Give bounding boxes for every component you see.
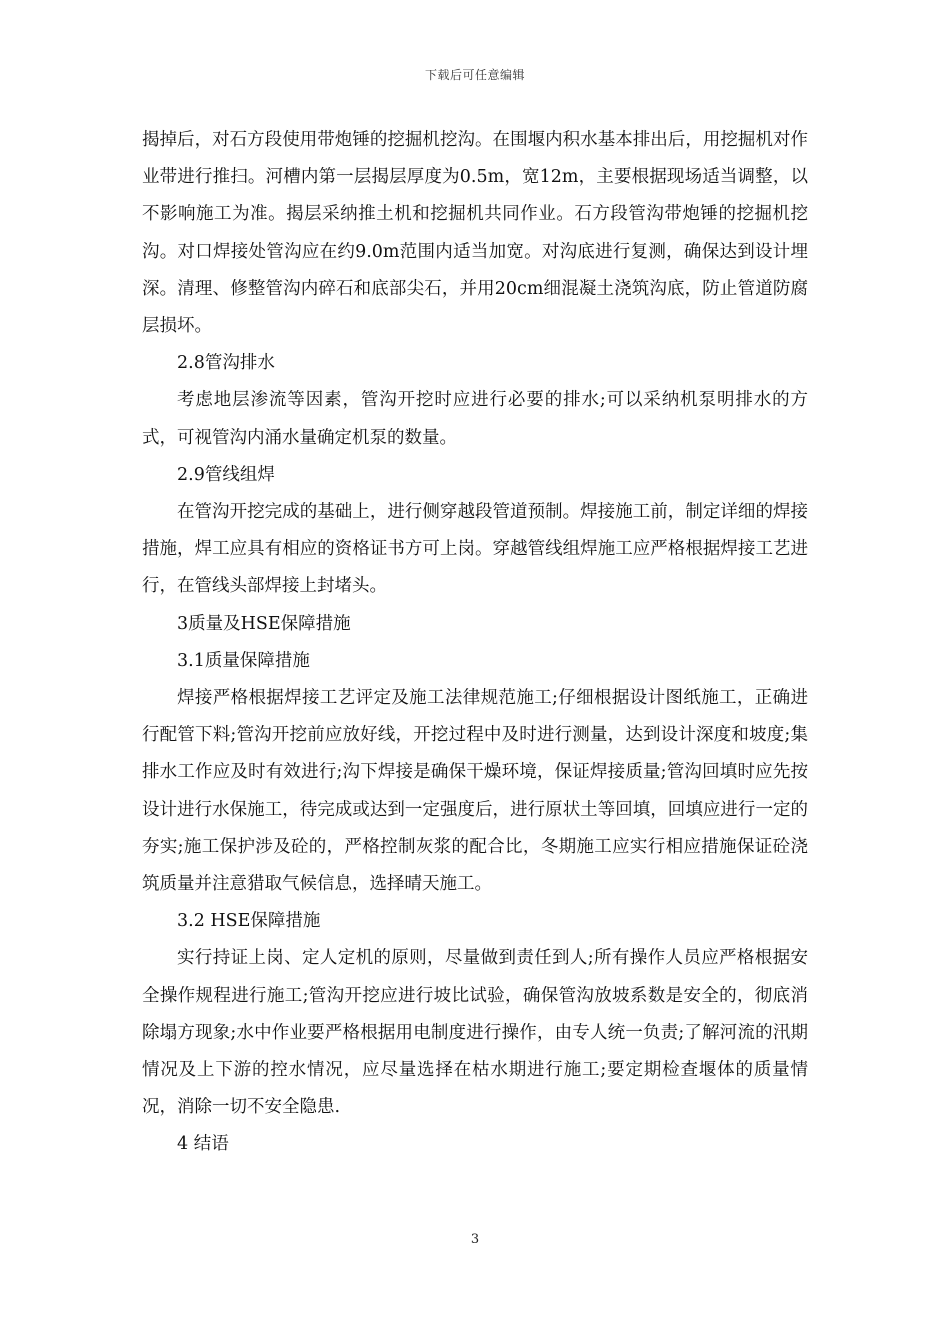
page-number: 3: [470, 1232, 480, 1247]
section-heading-3-1: 3.1质量保障措施: [177, 650, 310, 671]
section-heading-3: 3质量及HSE保障措施: [177, 613, 351, 634]
section-heading-2-9: 2.9管线组焊: [177, 464, 275, 485]
page-header: 下载后可任意编辑: [424, 68, 525, 82]
section-heading-4: 4 结语: [177, 1134, 229, 1155]
paragraph-trench-excavation: 揭掉后，对石方段使用带炮锤的挖掘机挖沟。在围堰内积水基本排出后，用挖掘机对作业带进行推扫。河槽内第一层揭层厚度为0.5m，宽12m，主要根据现场适当调整，以不影响施工为准。揭层采纳推土机和挖掘机共同作业。石方段管沟带炮锤的挖掘机挖沟。对口焊接处管沟应在约9.0m范围内适当加宽。对沟底进行复测，确保达到设计埋深。清理、修整管沟内碎石和底部尖石，并用20cm细混凝土浇筑沟底，防止管道防腐层损坏。: [142, 130, 808, 337]
paragraph-hse-measures: 实行持证上岗、定人定机的原则，尽量做到责任到人;所有操作人员应严格根据安全操作规程进行施工;管沟开挖应进行坡比试验，确保管沟放坡系数是安全的，彻底消除塌方现象;水中作业要严格根据用电制度进行操作，由专人统一负责;了解河流的汛期情况及上下游的控水情况，应尽量选择在枯水期进行施工;要定期检查堰体的质量情况，消除一切不安全隐患.: [142, 948, 808, 1118]
paragraph-quality-measures: 焊接严格根据焊接工艺评定及施工法律规范施工;仔细根据设计图纸施工，正确进行配管下料;管沟开挖前应放好线，开挖过程中及时进行测量，达到设计深度和坡度;集排水工作应及时有效进行;沟下焊接是确保干燥环境，保证焊接质量;管沟回填时应先按设计进行水保施工，待完成或达到一定强度后，进行原状土等回填，回填应进行一定的夯实;施工保护涉及砼的，严格控制灰浆的配合比，冬期施工应实行相应措施保证砼浇筑质量并注意猎取气候信息，选择晴天施工。: [142, 688, 808, 895]
section-heading-2-8: 2.8管沟排水: [177, 353, 275, 374]
paragraph-welding: 在管沟开挖完成的基础上，进行侧穿越段管道预制。焊接施工前，制定详细的焊接措施，焊工应具有相应的资格证书方可上岗。穿越管线组焊施工应严格根据焊接工艺进行，在管线头部焊接上封堵头。: [142, 502, 808, 597]
section-heading-3-2: 3.2 HSE保障措施: [177, 911, 321, 932]
document-body: [142, 122, 808, 1164]
paragraph-drainage: 考虑地层渗流等因素，管沟开挖时应进行必要的排水;可以采纳机泵明排水的方式，可视管沟内涌水量确定机泵的数量。: [142, 390, 808, 448]
